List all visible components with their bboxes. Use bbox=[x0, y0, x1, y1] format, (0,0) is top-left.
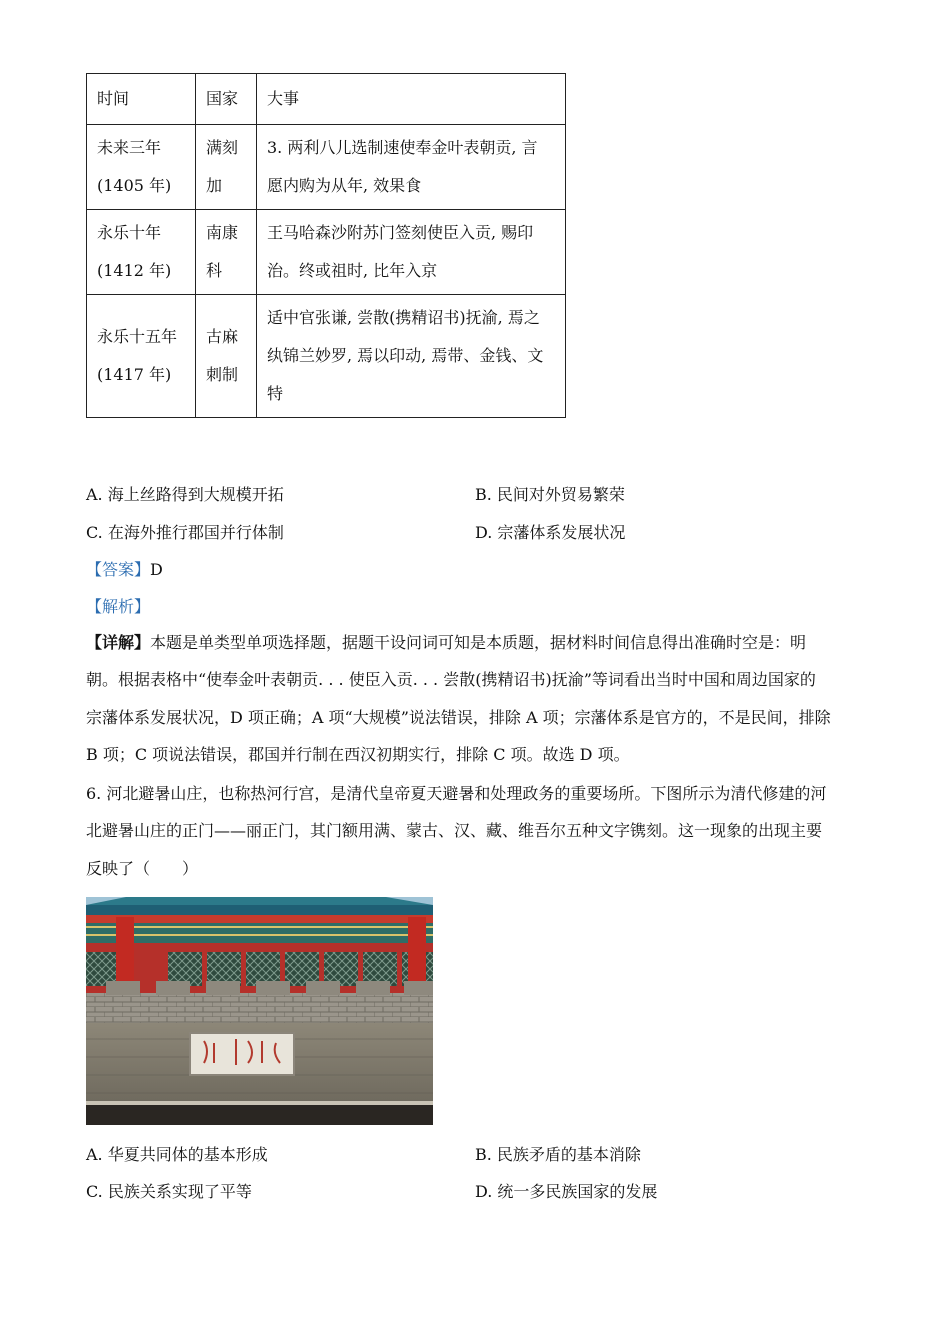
q5-option-b: B. 民间对外贸易繁荣 bbox=[475, 485, 625, 504]
header-time: 时间 bbox=[87, 74, 196, 125]
q5-option-a: A. 海上丝路得到大规模开拓 bbox=[86, 485, 284, 504]
table-row bbox=[87, 210, 566, 295]
q6-option-b: B. 民族矛盾的基本消除 bbox=[475, 1145, 641, 1164]
cell-event: 适中官张谦, 尝散(携精诏书)抚渝, 焉之 纨锦兰妙罗, 焉以印动, 焉带、金钱、文 特 bbox=[257, 295, 566, 418]
table-header-row bbox=[87, 74, 566, 125]
cell-time: 未来三年 (1405 年) bbox=[87, 125, 196, 210]
lizheng-gate-photo bbox=[86, 897, 433, 1125]
q6-option-c: C. 民族关系实现了平等 bbox=[86, 1182, 252, 1201]
q6-option-d: D. 统一多民族国家的发展 bbox=[475, 1182, 658, 1201]
answer-label: 【答案】 bbox=[86, 560, 151, 579]
q5-option-d: D. 宗藩体系发展状况 bbox=[475, 523, 626, 542]
cell-event: 3. 两利八儿选制速使奉金叶表朝贡, 言 愿内购为从年, 效果食 bbox=[257, 125, 566, 210]
history-table bbox=[86, 73, 566, 418]
header-event: 大事 bbox=[257, 74, 566, 125]
detail-paragraph: 【详解】本题是单类型单项选择题，据题干设问词可知是本质题，据材料时间信息得出准确时空是：明 朝。根据表格中“使奉金叶表朝贡. . . 使臣入贡. . . 尝散(携精诏书)抚渝”等词看出当时中国和周边国家的 宗藩体系发展状况，D 项正确；A 项“大规模”说法错误，排除 A 项；宗藩体系是官方的，不是民间，排除 B 项；C 项说法错误，郡国并行制在西汉初期实行，排除 C 项。故选 D 项。 bbox=[86, 633, 831, 765]
q5-option-c: C. 在海外推行郡国并行体制 bbox=[86, 523, 284, 542]
table-row bbox=[87, 125, 566, 210]
header-country: 国家 bbox=[196, 74, 257, 125]
detail-label: 【详解】 bbox=[86, 633, 151, 652]
cell-event: 王马哈森沙附苏门签刻使臣入贡, 赐印 治。终或祖时, 比年入京 bbox=[257, 210, 566, 295]
answer-line bbox=[86, 560, 866, 580]
table-row bbox=[87, 295, 566, 418]
question-6: 6. 河北避暑山庄，也称热河行宫，是清代皇帝夏天避暑和处理政务的重要场所。下图所示为清代修建的河 北避暑山庄的正门——丽正门，其门额用满、蒙古、汉、藏、维吾尔五种文字镌刻。这一现象的出现主要 反映了（ ） bbox=[86, 784, 827, 878]
cell-country: 古麻 刺制 bbox=[196, 295, 257, 418]
cell-time: 永乐十五年 (1417 年) bbox=[87, 295, 196, 418]
analysis-label: 【解析】 bbox=[86, 597, 151, 616]
q6-option-a: A. 华夏共同体的基本形成 bbox=[86, 1145, 268, 1164]
answer-value: D bbox=[150, 560, 163, 579]
cell-country: 南康 科 bbox=[196, 210, 257, 295]
cell-time: 永乐十年 (1412 年) bbox=[87, 210, 196, 295]
cell-country: 满刻 加 bbox=[196, 125, 257, 210]
